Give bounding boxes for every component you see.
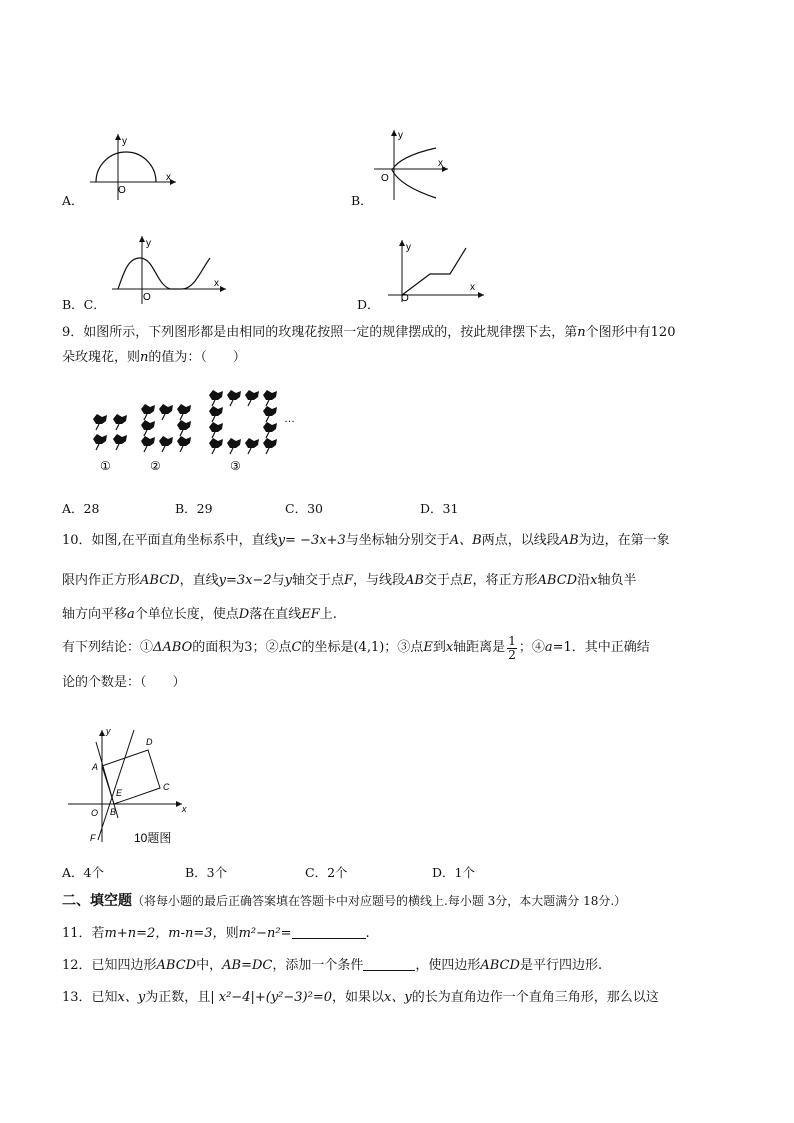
section-2-note: （将每小题的最后正确答案填在答题卡中对应题号的横线上.每小题 3分，本大题满分 18分.） (132, 894, 627, 908)
point-c-label: C (163, 782, 170, 792)
q10-coordinate-figure (62, 724, 202, 848)
fraction-one-half: $\frac{1}{2}$ (508, 633, 516, 662)
square-abcd (102, 750, 160, 804)
rose-icon (245, 438, 259, 454)
q9-option-a: A．28 (62, 501, 100, 516)
y-label: y (122, 136, 127, 147)
rose-icon (141, 436, 155, 452)
point-f-label: F (90, 833, 96, 843)
y-axis-arrow (115, 134, 121, 140)
q8-graph-c (110, 232, 230, 306)
rose-icon (159, 436, 173, 452)
point-d-label: D (146, 737, 153, 747)
answer-blank[interactable] (363, 958, 415, 971)
q13-text: 13．已知x、y为正数，且| x²−4|+(y²−3)²=0，如果以x、y的长为直角边作一个直角三角形，那么以这 (62, 990, 659, 1005)
rose-icon (177, 420, 191, 436)
section-2-heading (62, 892, 626, 911)
q8-graph-a (88, 130, 188, 202)
y-label: y (406, 242, 411, 253)
origin-label: O (381, 173, 389, 184)
rose-icon (209, 406, 223, 422)
y-axis-arrow (391, 130, 397, 136)
rose-icon (113, 434, 127, 450)
section-2-title: 二、填空题 (62, 893, 132, 909)
wave-curve (118, 258, 210, 289)
q10-text-line5: 论的个数是：（ ） (62, 675, 186, 690)
y-axis-arrow (99, 730, 105, 736)
x-label: x (182, 804, 187, 814)
q8-option-b-label: B． (351, 193, 373, 208)
figure-caption: 10题图 (134, 831, 172, 845)
rose-icon (209, 390, 223, 406)
q8-option-c-label: B．C． (62, 297, 106, 312)
q10-text-line3: 轴方向平移a个单位长度，使点D落在直线EF上. (62, 607, 337, 622)
q10-text-line2: 限内作正方形ABCD，直线y=3x−2与y轴交于点F，与线段AB交于点E，将正方形ABCD沿x轴负半 (62, 573, 637, 588)
rose-icon (177, 436, 191, 452)
ellipsis: … (284, 413, 295, 425)
q10-option-c: C．2个 (305, 865, 348, 880)
rose-icon (141, 420, 155, 436)
x-label: x (470, 282, 475, 293)
rose-icon (93, 414, 107, 430)
q10-option-b: B．3个 (185, 865, 228, 880)
q10-text-line4: 有下列结论：① ΔABO 的面积为3；②点 C 的坐标是(4,1)；③点 E 到 x 轴距离是 $\frac{1}{2}$ ；④ a =1．其中正确结 (62, 633, 650, 662)
y-label: y (106, 726, 111, 736)
rose-icon (159, 404, 173, 420)
origin-label: O (401, 293, 409, 304)
q10-option-d: D．1个 (432, 865, 475, 880)
q9-rose-figure (70, 388, 310, 488)
q9-text-line1: 9．如图所示，下列图形都是由相同的玫瑰花按照一定的规律摆成的，按此规律摆下去，第n个图形中有120 (62, 325, 676, 340)
answer-blank[interactable] (292, 926, 366, 939)
x-axis-arrow (220, 286, 226, 292)
rose-icon (263, 390, 277, 406)
semicircle-curve (96, 152, 156, 182)
y-axis-arrow (139, 236, 145, 242)
q9-option-c: C．30 (285, 501, 323, 516)
point-b-label: B (110, 807, 117, 817)
q8-option-a-label: A． (62, 193, 84, 208)
y-label: y (398, 130, 403, 141)
parabola-curve (392, 148, 436, 198)
figure-label-1: ① (100, 459, 111, 473)
rose-icon (93, 434, 107, 450)
rose-icon (141, 404, 155, 420)
x-label: x (214, 278, 219, 289)
rose-icon (227, 390, 241, 406)
q9-option-d: D．31 (420, 501, 459, 516)
q9-option-b: B．29 (175, 501, 213, 516)
rose-icon (263, 422, 277, 438)
piecewise-curve (402, 248, 466, 295)
y-label: y (146, 238, 151, 249)
q11-text: 11．若m+n=2，m-n=3，则m²−n²= . (62, 926, 370, 941)
origin-label: O (91, 808, 99, 818)
rose-icon (245, 390, 259, 406)
q12-text: 12．已知四边形ABCD中，AB=DC，添加一个条件 ，使四边形ABCD是平行四边形. (62, 958, 603, 973)
q8-graph-b (372, 124, 462, 204)
origin-label: O (118, 185, 126, 196)
q10-option-a: A．4个 (62, 865, 104, 880)
x-axis-arrow (478, 292, 484, 298)
rose-icon (209, 438, 223, 454)
x-label: x (166, 172, 171, 183)
origin-label: O (143, 292, 151, 303)
rose-icon (263, 406, 277, 422)
figure-label-3: ③ (230, 459, 241, 473)
point-e-label: E (116, 788, 123, 798)
rose-icon (209, 422, 223, 438)
rose-icon (263, 438, 277, 454)
line-ef (98, 730, 134, 840)
figure-label-2: ② (150, 459, 161, 473)
q10-text-line1: 10．如图,在平面直角坐标系中，直线y= −3x+3与坐标轴分别交于A、B两点，以线段AB为边，在第一象 (62, 533, 670, 548)
q8-option-d-label: D． (357, 297, 380, 312)
rose-icon (177, 404, 191, 420)
rose-icon (227, 438, 241, 454)
y-axis-arrow (399, 240, 405, 246)
point-a-label: A (92, 762, 99, 772)
q9-text-line2: 朵玫瑰花，则n的值为：（ ） (62, 350, 246, 365)
q8-graph-d (386, 236, 490, 306)
rose-icon (113, 414, 127, 430)
x-label: x (438, 158, 443, 169)
